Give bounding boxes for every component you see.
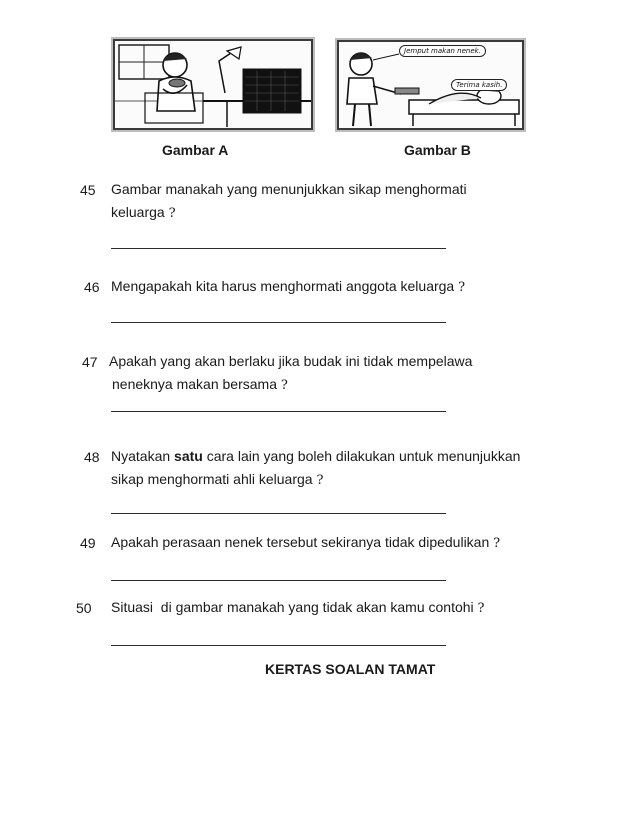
picture-a: [113, 39, 313, 130]
question-mark: ?: [316, 473, 324, 488]
answer-line[interactable]: [111, 248, 446, 249]
question-mark: ?: [280, 378, 288, 393]
question-text: [111, 596, 551, 620]
answer-line[interactable]: [111, 580, 446, 581]
emphasis-word: satu: [174, 448, 203, 464]
question-line: cara lain yang boleh dilakukan untuk menunjukkan: [206, 448, 521, 464]
question-mark: ?: [493, 536, 501, 551]
question-mark: ?: [458, 280, 466, 295]
question-line: Apakah yang akan berlaku jika budak ini tidak mempelawa: [109, 353, 473, 369]
speech-bubble-grandmother: Terima kasih.: [451, 79, 507, 91]
question-line: Gambar manakah yang menunjukkan sikap menghormati: [111, 181, 467, 197]
question-line: neneknya makan bersama: [112, 376, 277, 392]
speech-bubble-boy: Jemput makan nenek.: [399, 45, 486, 57]
picture-b: [337, 40, 524, 130]
question-text: [111, 275, 551, 299]
answer-line[interactable]: [111, 513, 446, 514]
end-of-paper-text: KERTAS SOALAN TAMAT: [265, 661, 436, 677]
boy-eating-at-computer-illustration: [115, 41, 311, 128]
question-text: [111, 531, 551, 555]
answer-line[interactable]: [111, 322, 446, 323]
question-line: Nyatakan: [111, 448, 171, 464]
question-number: 46: [84, 279, 100, 295]
question-line: Situasi di gambar manakah yang tidak akan kamu contohi: [111, 599, 474, 615]
question-line: Mengapakah kita harus menghormati anggota keluarga: [111, 278, 455, 294]
question-line: sikap menghormati ahli keluarga: [111, 471, 313, 487]
question-number: 49: [80, 535, 96, 551]
picture-a-caption: Gambar A: [162, 142, 229, 158]
question-text: [111, 445, 561, 492]
question-line: Apakah perasaan nenek tersebut sekiranya tidak dipedulikan: [111, 534, 490, 550]
question-number: 48: [84, 449, 100, 465]
answer-line[interactable]: [111, 411, 446, 412]
question-text: [109, 350, 549, 397]
question-text: [111, 178, 551, 225]
question-number: 45: [80, 182, 96, 198]
picture-b-caption: Gambar B: [404, 142, 471, 158]
question-mark: ?: [168, 206, 176, 221]
question-line: keluarga: [111, 204, 165, 220]
question-mark: ?: [477, 601, 485, 616]
question-number: 47: [82, 354, 98, 370]
question-number: 50: [76, 600, 92, 616]
answer-line[interactable]: [111, 645, 446, 646]
